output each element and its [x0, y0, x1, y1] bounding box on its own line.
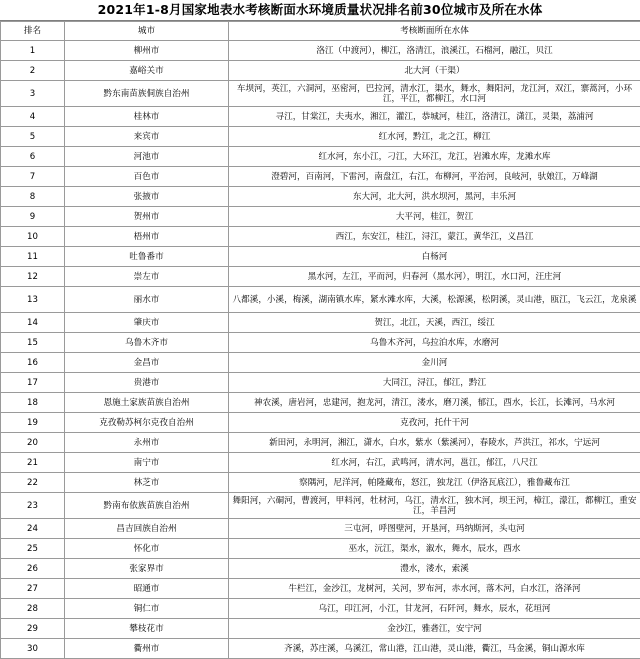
rank-cell: 24: [1, 519, 65, 539]
city-cell: 金昌市: [65, 353, 229, 373]
waters-cell: 八都溪，小溪，梅溪，湖南镇水库，紧水滩水库，大溪，松源溪，松阴溪，灵山港，瓯江，飞云江，龙泉溪: [229, 287, 640, 313]
waters-cell: 大平河，桂江，贺江: [229, 207, 640, 227]
city-cell: 攀枝花市: [65, 619, 229, 639]
table-row: [1, 539, 640, 559]
rank-cell: 10: [1, 227, 65, 247]
table-row: [1, 147, 640, 167]
rank-cell: 4: [1, 107, 65, 127]
rank-cell: 5: [1, 127, 65, 147]
rank-cell: 15: [1, 333, 65, 353]
rank-cell: 14: [1, 313, 65, 333]
table-row: [1, 393, 640, 413]
waters-cell: 车坝河，英江，六洞河，巫密河，巴拉河，清水江，渠水，舞水，舞阳河，龙江河，双江，寨蒿河，小环江，平江，都柳江，水口河: [229, 81, 640, 107]
city-cell: 恩施土家族苗族自治州: [65, 393, 229, 413]
rank-cell: 20: [1, 433, 65, 453]
city-cell: 昭通市: [65, 579, 229, 599]
waters-cell: 洛江（中渡河），柳江，洛清江，浪溪江，石榴河，融江，贝江: [229, 41, 640, 61]
city-cell: 梧州市: [65, 227, 229, 247]
city-cell: 肇庆市: [65, 313, 229, 333]
rank-cell: 23: [1, 493, 65, 519]
city-cell: 桂林市: [65, 107, 229, 127]
rank-cell: 17: [1, 373, 65, 393]
table-row: [1, 313, 640, 333]
header-waters: 考核断面所在水体: [229, 22, 640, 41]
waters-cell: 察隅河，尼洋河，帕隆藏布，怒江，独龙江（伊洛瓦底江），雅鲁藏布江: [229, 473, 640, 493]
waters-cell: 巫水，沅江，渠水，溆水，舞水，辰水，酉水: [229, 539, 640, 559]
rank-cell: 21: [1, 453, 65, 473]
city-cell: 丽水市: [65, 287, 229, 313]
rank-cell: 25: [1, 539, 65, 559]
city-cell: 贵港市: [65, 373, 229, 393]
table-row: [1, 473, 640, 493]
waters-cell: 克孜河，托什干河: [229, 413, 640, 433]
table-row: [1, 247, 640, 267]
rank-cell: 2: [1, 61, 65, 81]
table-body: [1, 41, 640, 659]
city-cell: 百色市: [65, 167, 229, 187]
city-cell: 衢州市: [65, 639, 229, 659]
rank-cell: 9: [1, 207, 65, 227]
city-cell: 河池市: [65, 147, 229, 167]
city-cell: 吐鲁番市: [65, 247, 229, 267]
city-cell: 铜仁市: [65, 599, 229, 619]
table-row: [1, 453, 640, 473]
table-row: [1, 41, 640, 61]
city-cell: 黔南布依族苗族自治州: [65, 493, 229, 519]
rank-cell: 19: [1, 413, 65, 433]
rank-cell: 28: [1, 599, 65, 619]
rank-cell: 3: [1, 81, 65, 107]
rank-cell: 1: [1, 41, 65, 61]
table-row: [1, 353, 640, 373]
waters-cell: 大同江，浔江，郁江，黔江: [229, 373, 640, 393]
table-row: [1, 287, 640, 313]
table-row: [1, 559, 640, 579]
table-row: [1, 579, 640, 599]
city-cell: 克孜勒苏柯尔克孜自治州: [65, 413, 229, 433]
header-city: 城市: [65, 22, 229, 41]
header-rank: 排名: [1, 22, 65, 41]
waters-cell: 红水河，右江，武鸣河，清水河，邕江，郁江，八尺江: [229, 453, 640, 473]
rank-cell: 11: [1, 247, 65, 267]
city-cell: 张掖市: [65, 187, 229, 207]
table-row: [1, 61, 640, 81]
table-row: [1, 207, 640, 227]
city-cell: 林芝市: [65, 473, 229, 493]
rank-cell: 12: [1, 267, 65, 287]
ranking-table: [0, 21, 640, 659]
table-title: 2021年1-8月国家地表水考核断面水环境质量状况排名前30位城市及所在水体: [0, 0, 640, 21]
rank-cell: 27: [1, 579, 65, 599]
waters-cell: 东大河，北大河，洪水坝河，黑河，丰乐河: [229, 187, 640, 207]
rank-cell: 13: [1, 287, 65, 313]
city-cell: 柳州市: [65, 41, 229, 61]
waters-cell: 乌鲁木齐河，乌拉泊水库，水磨河: [229, 333, 640, 353]
waters-cell: 齐溪，苏庄溪，乌溪江，常山港，江山港，灵山港，衢江，马金溪，铜山源水库: [229, 639, 640, 659]
waters-cell: 乌江，印江河，小江，甘龙河，石阡河，舞水，辰水，花垣河: [229, 599, 640, 619]
rank-cell: 6: [1, 147, 65, 167]
waters-cell: 贺江，北江，天溪，西江，绥江: [229, 313, 640, 333]
table-row: [1, 167, 640, 187]
waters-cell: 黑水河，左江，平而河，归春河（黑水河），明江，水口河，汪庄河: [229, 267, 640, 287]
city-cell: 来宾市: [65, 127, 229, 147]
waters-cell: 新田河，永明河，湘江，潇水，白水，紫水（紫溪河），春陵水，芦洪江，祁水，宁远河: [229, 433, 640, 453]
waters-cell: 舞阳河，六硐河，曹渡河，甲料河，牡材河，乌江，清水江，独木河，坝王河，樟江，濛江，都柳江，重安江，羊昌河: [229, 493, 640, 519]
table-row: [1, 493, 640, 519]
waters-cell: 红水河，黔江，北之江，柳江: [229, 127, 640, 147]
waters-cell: 三屯河，呼图壁河，开垦河，玛纳斯河，头屯河: [229, 519, 640, 539]
city-cell: 南宁市: [65, 453, 229, 473]
city-cell: 乌鲁木齐市: [65, 333, 229, 353]
table-row: [1, 127, 640, 147]
city-cell: 永州市: [65, 433, 229, 453]
waters-cell: 西江，东安江，桂江，浔江，蒙江，黄华江，义昌江: [229, 227, 640, 247]
rank-cell: 30: [1, 639, 65, 659]
city-cell: 黔东南苗族侗族自治州: [65, 81, 229, 107]
table-row: [1, 333, 640, 353]
waters-cell: 神农溪，唐岩河，忠建河，抱龙河，清江，溇水，磨刀溪，郁江，酉水，长江，长滩河，马水河: [229, 393, 640, 413]
rank-cell: 18: [1, 393, 65, 413]
waters-cell: 红水河，东小江，刁江，大环江，龙江，岩滩水库，龙滩水库: [229, 147, 640, 167]
table-row: [1, 267, 640, 287]
city-cell: 张家界市: [65, 559, 229, 579]
table-row: [1, 107, 640, 127]
waters-cell: 金川河: [229, 353, 640, 373]
rank-cell: 26: [1, 559, 65, 579]
table-row: [1, 227, 640, 247]
table-row: [1, 373, 640, 393]
waters-cell: 北大河（干渠）: [229, 61, 640, 81]
rank-cell: 7: [1, 167, 65, 187]
city-cell: 嘉峪关市: [65, 61, 229, 81]
table-row: [1, 187, 640, 207]
table-row: [1, 639, 640, 659]
table-row: [1, 413, 640, 433]
city-cell: 怀化市: [65, 539, 229, 559]
rank-cell: 29: [1, 619, 65, 639]
header-row: [1, 22, 640, 41]
rank-cell: 22: [1, 473, 65, 493]
waters-cell: 澄碧河，百南河，下雷河，南盘江，右江，布柳河，平治河，良岐河，驮娘江，万峰湖: [229, 167, 640, 187]
city-cell: 贺州市: [65, 207, 229, 227]
table-row: [1, 519, 640, 539]
rank-cell: 16: [1, 353, 65, 373]
city-cell: 昌吉回族自治州: [65, 519, 229, 539]
rank-cell: 8: [1, 187, 65, 207]
table-row: [1, 433, 640, 453]
city-cell: 崇左市: [65, 267, 229, 287]
table-row: [1, 619, 640, 639]
waters-cell: 白杨河: [229, 247, 640, 267]
table-row: [1, 81, 640, 107]
waters-cell: 牛栏江，金沙江，龙树河，关河，罗布河，赤水河，落木河，白水江，洛泽河: [229, 579, 640, 599]
table-row: [1, 599, 640, 619]
waters-cell: 金沙江，雅砻江，安宁河: [229, 619, 640, 639]
waters-cell: 寻江，甘棠江，夫夷水，湘江，灌江，恭城河，桂江，洛清江，潇江，灵渠，荔浦河: [229, 107, 640, 127]
waters-cell: 澧水，溇水，索溪: [229, 559, 640, 579]
